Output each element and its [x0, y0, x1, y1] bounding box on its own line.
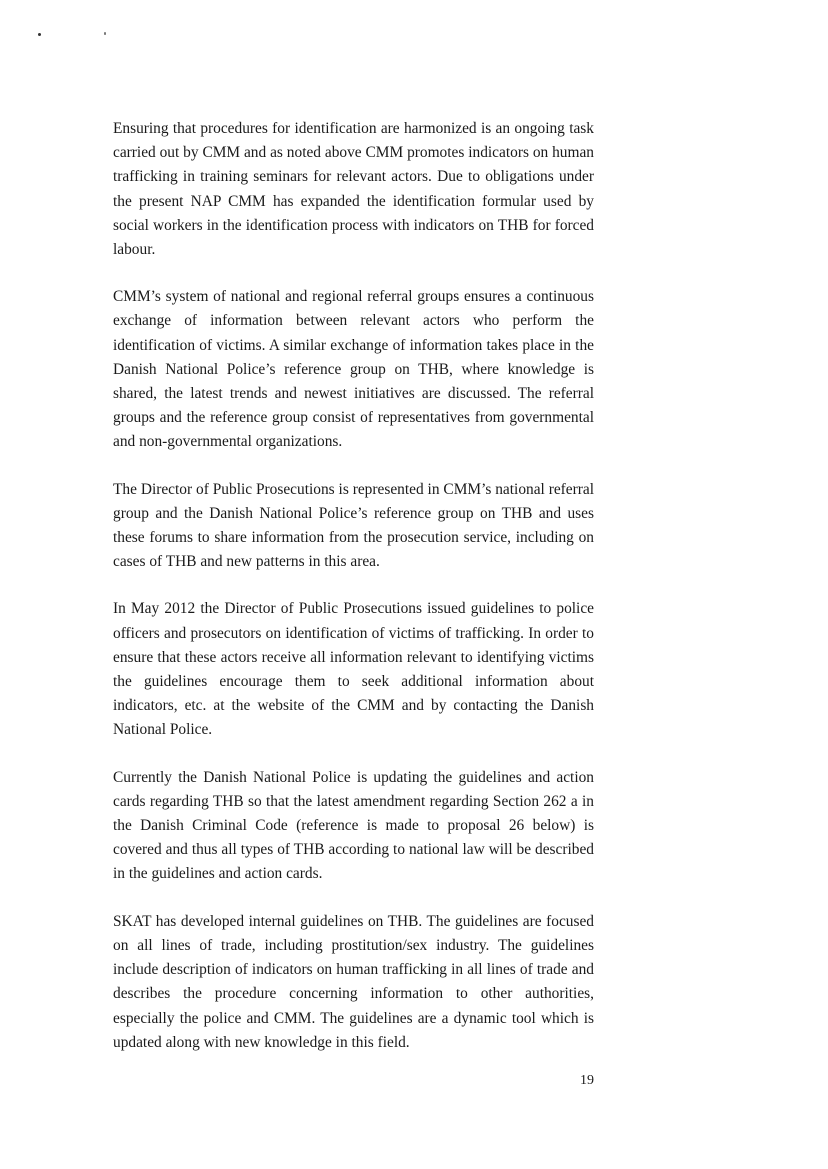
body-text [113, 117, 594, 1078]
paragraph-guidelines-2012: In May 2012 the Director of Public Prosecutions issued guidelines to police officers and prosecutors on identification of victims of trafficking. In order to ensure that these actors receive all information relevant to identifying victims the guidelines encourage them to seek additional information about indicators, etc. at the website of the CMM and by contacting the Danish National Police. [113, 600, 594, 739]
paragraph-national-police-update: Currently the Danish National Police is updating the guidelines and action cards regarding THB so that the latest amendment regarding Section 262 a in the Danish Criminal Code (reference is made to proposal 26 below) is covered and thus all types of THB according to national law will be described in the guidelines and action cards. [113, 768, 594, 883]
paragraph-referral-groups: CMM’s system of national and regional referral groups ensures a continuous exchange of information between relevant actors who perform the identification of victims. A similar exchange of information takes place in the Danish National Police’s reference group on THB, where knowledge is shared, the latest trends and newest initiatives are discussed. The referral groups and the reference group consist of representatives from governmental and non-governmental organizations. [113, 288, 594, 451]
paragraph-skat-guidelines: SKAT has developed internal guidelines on THB. The guidelines are focused on all lines of trade, including prostitution/sex industry. The guidelines include description of indicators on human trafficking in all lines of trade and describes the procedure concerning information to other authorities, especially the police and CMM. The guidelines are a dynamic tool which is updated along with new knowledge in this field. [113, 912, 594, 1051]
scan-speck [38, 33, 41, 36]
scan-speck [104, 32, 106, 35]
page-number: 19 [580, 1073, 594, 1088]
paragraph-identification-procedures: Ensuring that procedures for identification are harmonized is an ongoing task carried out by CMM and as noted above CMM promotes indicators on human trafficking in training seminars for relevant actors. Due to obligations under the present NAP CMM has expanded the identification formular used by social workers in the identification process with indicators on THB for forced labour. [113, 120, 594, 259]
paragraph-public-prosecutions: The Director of Public Prosecutions is represented in CMM’s national referral group and the Danish National Police’s reference group on THB and uses these forums to share information from the prosecution service, including on cases of THB and new patterns in this area. [113, 480, 594, 571]
